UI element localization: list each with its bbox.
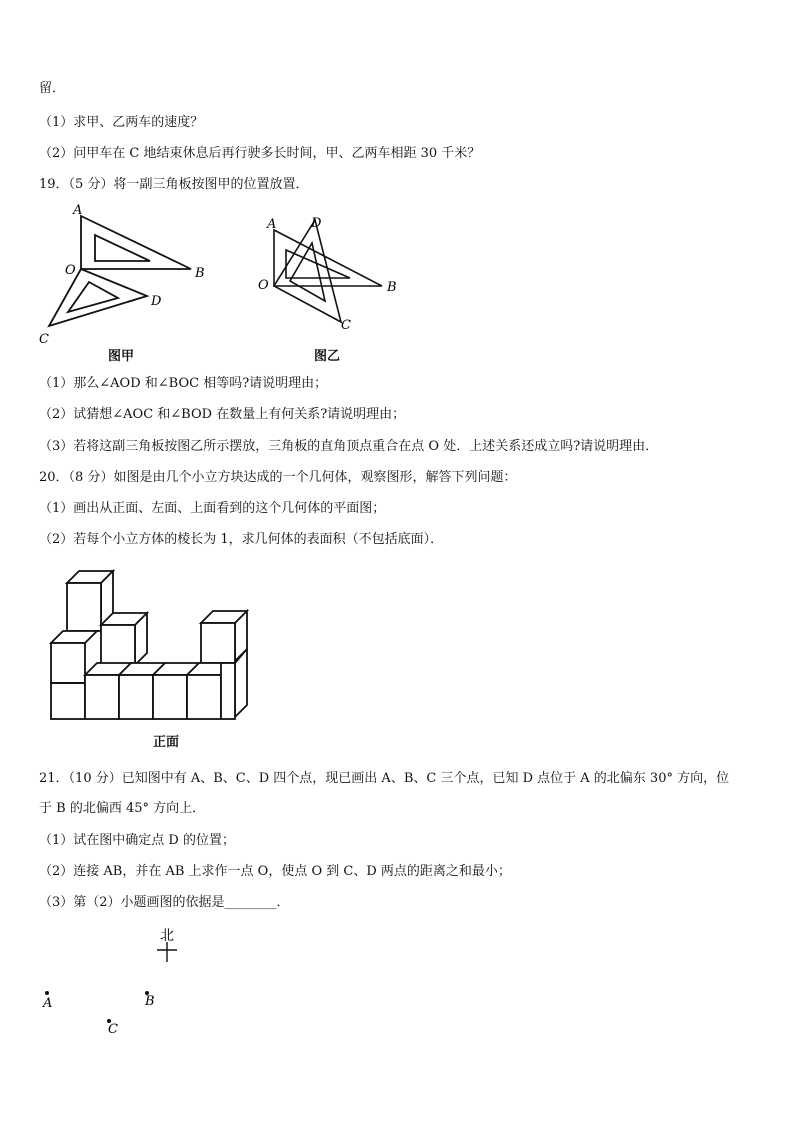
label-C: C <box>341 318 351 333</box>
label-D: D <box>311 216 322 231</box>
cube-front-face <box>187 675 221 719</box>
question-21-part-3: （3）第（2）小题画图的依据是________． <box>39 895 290 910</box>
cube-front-face <box>101 625 135 665</box>
label-O: O <box>65 263 76 278</box>
cube-front-face <box>51 643 85 683</box>
label-A: A <box>43 996 53 1011</box>
cube-front-face <box>201 623 235 663</box>
label-B: B <box>145 994 155 1009</box>
caption-jia: 图甲 <box>108 349 135 364</box>
question-19: 19．（5 分）将一副三角板按图甲的位置放置． <box>39 177 309 192</box>
text-line: 留． <box>39 81 66 96</box>
cube-front-face <box>51 683 85 719</box>
question-20-part-1: （1）画出从正面、左面、上面看到的这个几何体的平面图； <box>39 501 386 516</box>
label-B: B <box>195 266 205 281</box>
point-A <box>45 991 49 995</box>
label-C: C <box>39 332 49 347</box>
text-line: （1）求甲、乙两车的速度？ <box>39 115 204 130</box>
cube-front-face <box>153 675 187 719</box>
cube-front-face <box>221 663 235 719</box>
label-D: D <box>151 294 162 309</box>
cube-front-face <box>67 583 101 631</box>
question-21-part-1: （1）试在图中确定点 D 的位置； <box>39 833 235 848</box>
label-C: C <box>108 1022 118 1037</box>
question-19-part-2: （2）试猜想∠AOC 和∠BOD 在数量上有何关系?请说明理由； <box>39 407 406 422</box>
question-20: 20．（8 分）如图是由几个小立方块达成的一个几何体，观察图形，解答下列问题： <box>39 470 517 485</box>
caption-yi: 图乙 <box>314 349 341 364</box>
question-21-continued: 于 B 的北偏西 45° 方向上． <box>39 801 206 816</box>
triangle-ruler-upper-inner <box>95 235 150 261</box>
cube-front-face <box>85 675 119 719</box>
label-A: A <box>267 217 277 232</box>
north-label: 北 <box>160 928 174 944</box>
points-figure <box>35 920 235 1040</box>
caption-front: 正面 <box>153 735 180 750</box>
cube-top-face <box>51 631 97 643</box>
question-19-part-3: （3）若将这副三角板按图乙所示摆放，三角板的直角顶点重合在点 O 处．上述关系还成立吗?请说明理由． <box>39 439 659 454</box>
question-20-part-2: （2）若每个小立方体的棱长为 1，求几何体的表面积（不包括底面）． <box>39 532 444 547</box>
cube-figure <box>45 565 275 725</box>
triangle-ruler-lower <box>49 269 147 326</box>
label-B: B <box>387 280 397 295</box>
label-O: O <box>258 278 269 293</box>
text-line: （2）问甲车在 C 地结束休息后再行驶多长时间，甲、乙两车相距 30 千米？ <box>39 146 481 161</box>
cube-front-face <box>119 675 153 719</box>
question-19-part-1: （1）那么∠AOD 和∠BOC 相等吗?请说明理由； <box>39 376 328 391</box>
question-21-part-2: （2）连接 AB，并在 AB 上求作一点 O，使点 O 到 C、D 两点的距离之和最小； <box>39 864 511 879</box>
label-A: A <box>73 203 83 218</box>
question-21: 21．（10 分）已知图中有 A、B、C、D 四个点，现已画出 A、B、C 三个点，已知 D 点位于 A 的北偏东 30° 方向，位 <box>39 771 730 786</box>
figure-yi <box>255 208 415 348</box>
